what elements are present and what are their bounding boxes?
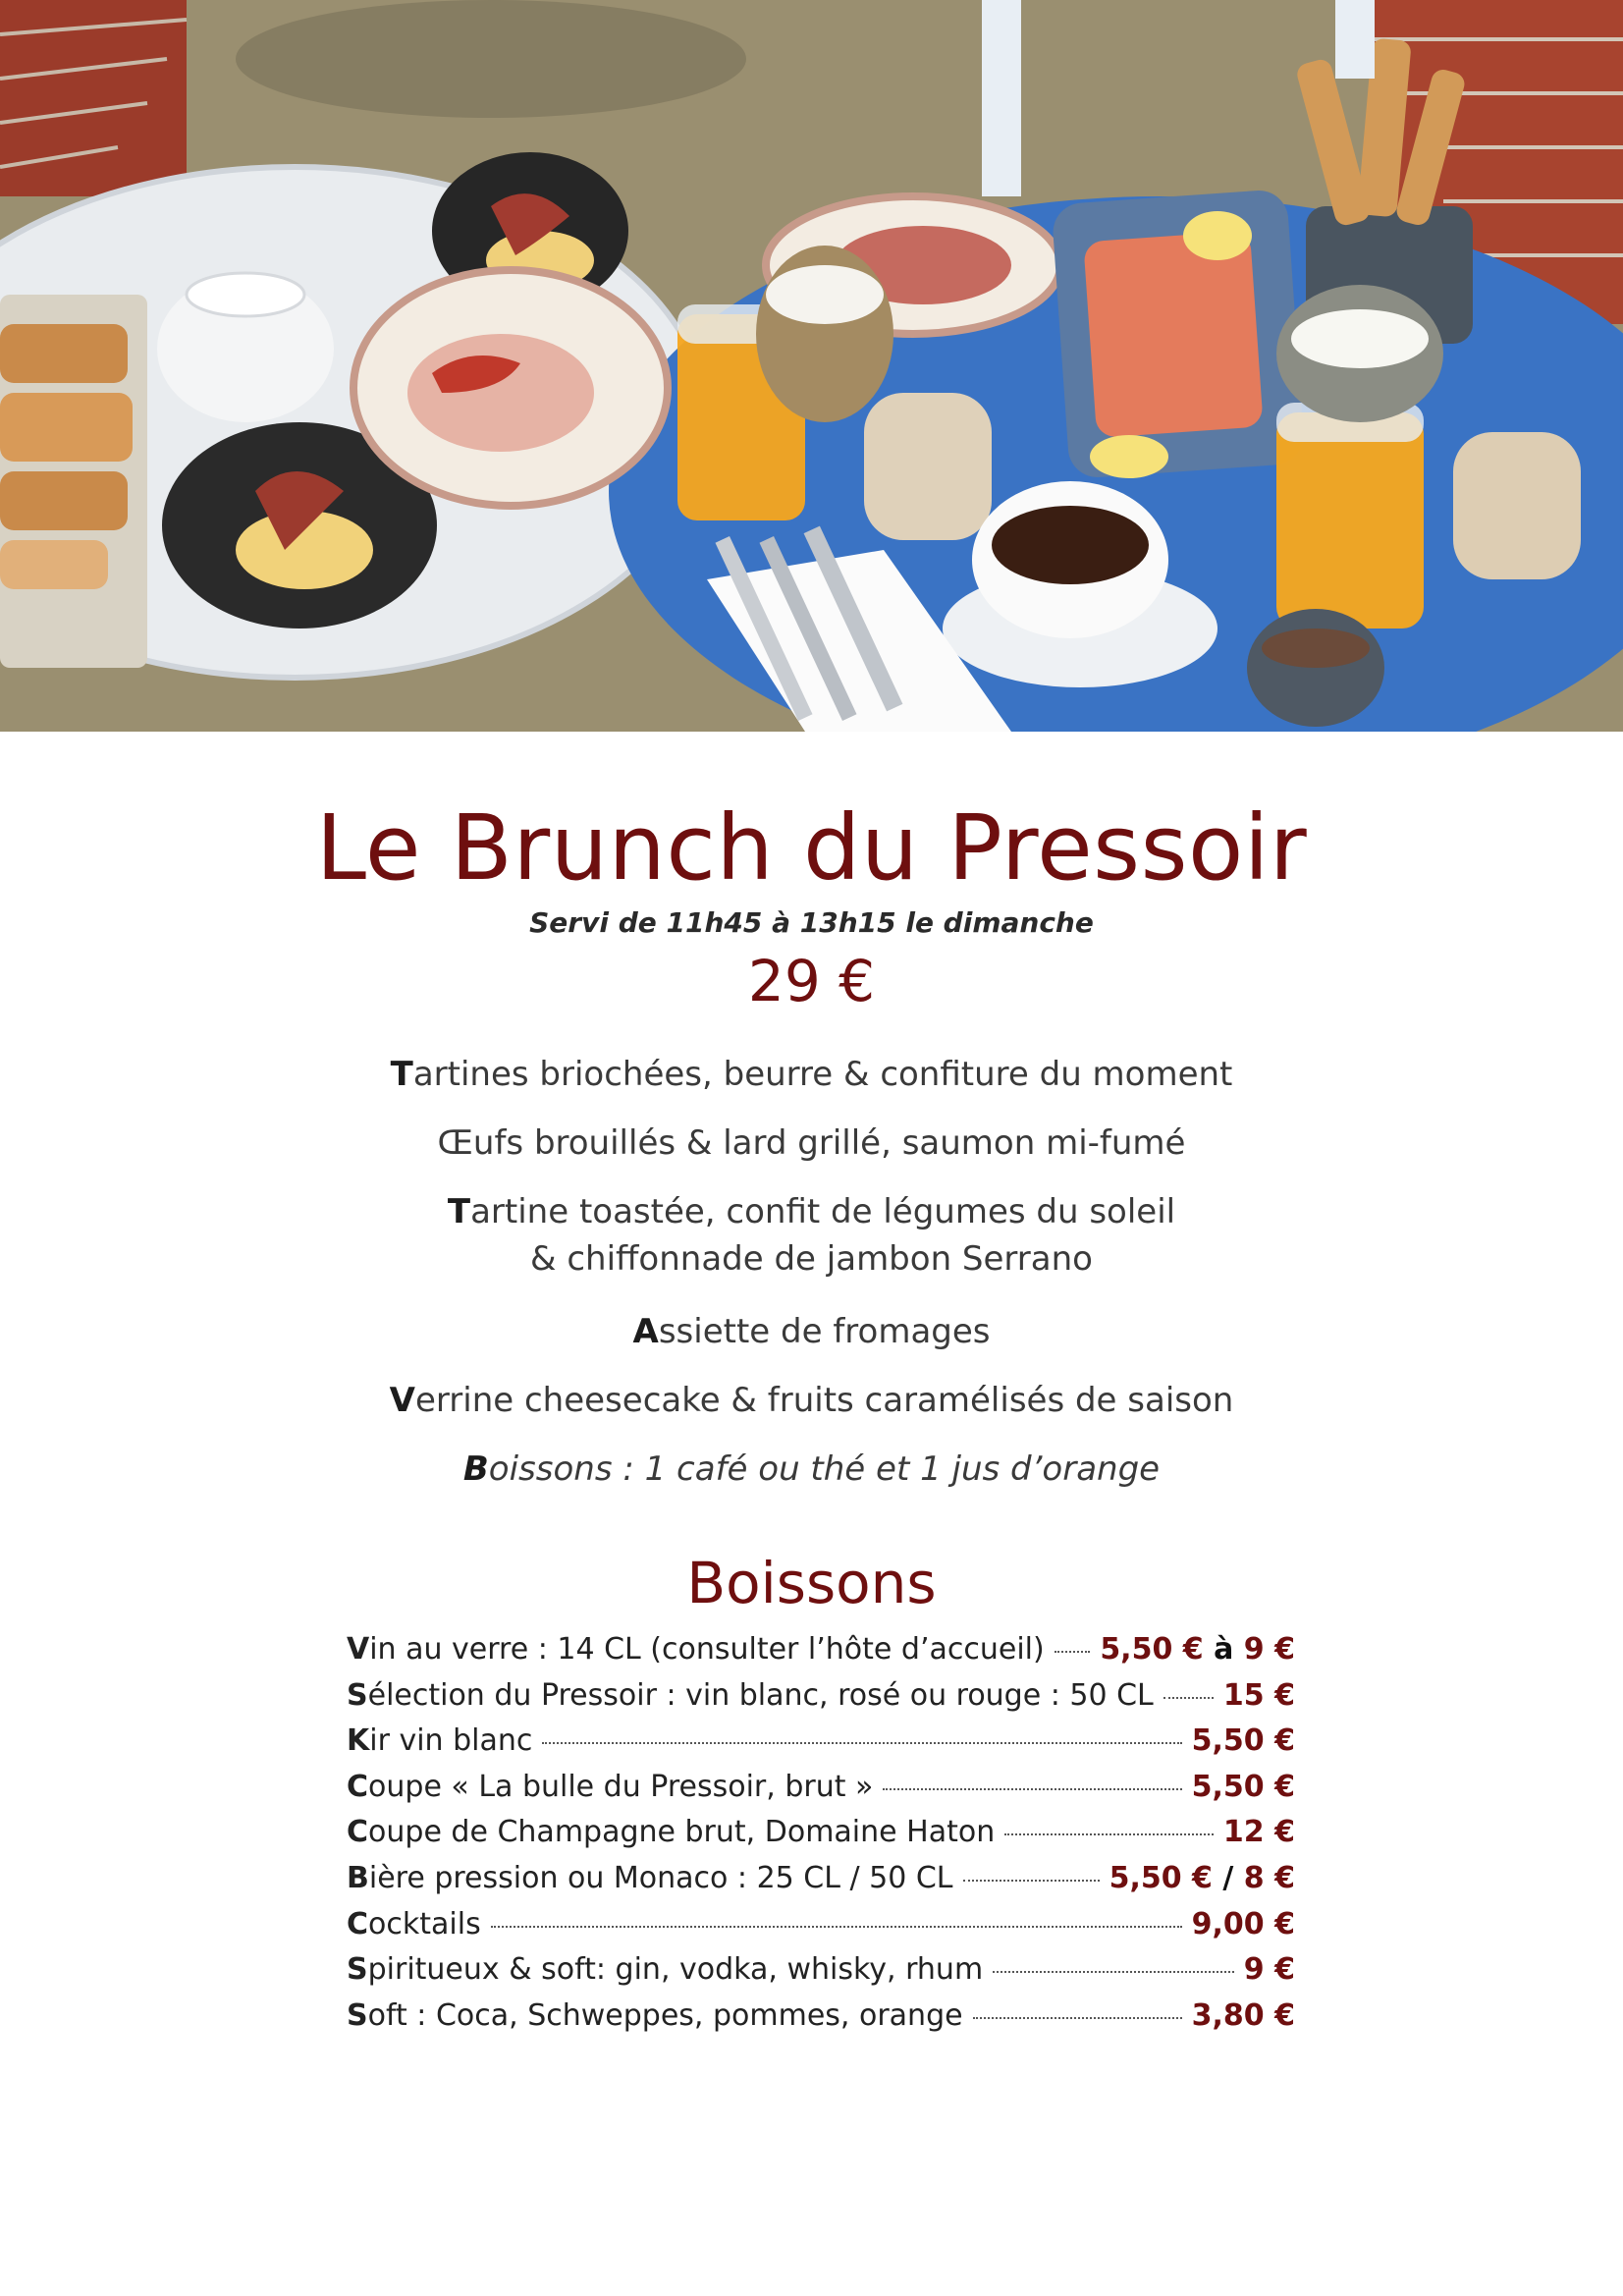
- dot-leader: [1055, 1651, 1091, 1653]
- brunch-photo: [0, 0, 1623, 732]
- dot-leader: [883, 1788, 1181, 1790]
- drink-price: 5,50 € à 9 €: [1100, 1632, 1295, 1667]
- drink-row: Sélection du Pressoir : vin blanc, rosé ou rouge : 50 CL 15 €: [347, 1677, 1295, 1713]
- service-hours: Servi de 11h45 à 13h15 le dimanche: [529, 906, 1094, 939]
- brick-wall-left: [0, 0, 187, 196]
- drink-row: Kir vin blanc 5,50 €: [347, 1723, 1295, 1759]
- drink-row: Soft : Coca, Schweppes, pommes, orange 3,80 €: [347, 1997, 1295, 2033]
- brunch-items: [0, 1051, 1623, 1493]
- drinks-list: [347, 1632, 1295, 2044]
- menu-item: & chiffonnade de jambon Serrano: [530, 1239, 1093, 1279]
- drinks-title: Boissons: [686, 1550, 937, 1616]
- drink-row: Vin au verre : 14 CL (consulter l’hôte d’accueil) 5,50 € à 9 €: [347, 1632, 1295, 1667]
- drink-price: 12 €: [1222, 1815, 1295, 1850]
- drink-row: Cocktails 9,00 €: [347, 1906, 1295, 1941]
- menu-item: Verrine cheesecake & fruits caramélisés de saison: [389, 1381, 1234, 1420]
- drink-row: Coupe de Champagne brut, Domaine Haton 12 €: [347, 1815, 1295, 1850]
- dot-leader: [963, 1880, 1100, 1882]
- drink-price: 15 €: [1222, 1677, 1295, 1713]
- dot-leader: [542, 1742, 1181, 1744]
- brunch-price: 29 €: [747, 948, 876, 1014]
- drink-price: 5,50 €: [1191, 1723, 1295, 1759]
- drink-row: Bière pression ou Monaco : 25 CL / 50 CL 5,50 € / 8 €: [347, 1860, 1295, 1895]
- dot-leader: [1004, 1833, 1214, 1835]
- dot-leader: [973, 2017, 1182, 2019]
- drink-price: 5,50 € / 8 €: [1109, 1860, 1295, 1895]
- drink-price: 3,80 €: [1191, 1997, 1295, 2033]
- menu-item: Tartines briochées, beurre & confiture du moment: [390, 1055, 1233, 1094]
- drink-row: Spiritueux & soft: gin, vodka, whisky, rhum 9 €: [347, 1952, 1295, 1988]
- drink-row: Coupe « La bulle du Pressoir, brut » 5,50 €: [347, 1769, 1295, 1804]
- drink-price: 5,50 €: [1191, 1769, 1295, 1804]
- menu-item: Tartine toastée, confit de légumes du soleil: [447, 1192, 1176, 1231]
- dot-leader: [993, 1971, 1234, 1973]
- drink-price: 9,00 €: [1191, 1906, 1295, 1941]
- dot-leader: [491, 1926, 1182, 1928]
- menu-item-drinks-included: Boissons : 1 café ou thé et 1 jus d’orange: [462, 1449, 1161, 1489]
- dot-leader: [1163, 1697, 1214, 1699]
- menu-title: Le Brunch du Pressoir: [315, 795, 1308, 901]
- drink-price: 9 €: [1243, 1952, 1295, 1988]
- menu-item: Œufs brouillés & lard grillé, saumon mi-fumé: [437, 1123, 1186, 1163]
- menu-item: Assiette de fromages: [632, 1312, 991, 1351]
